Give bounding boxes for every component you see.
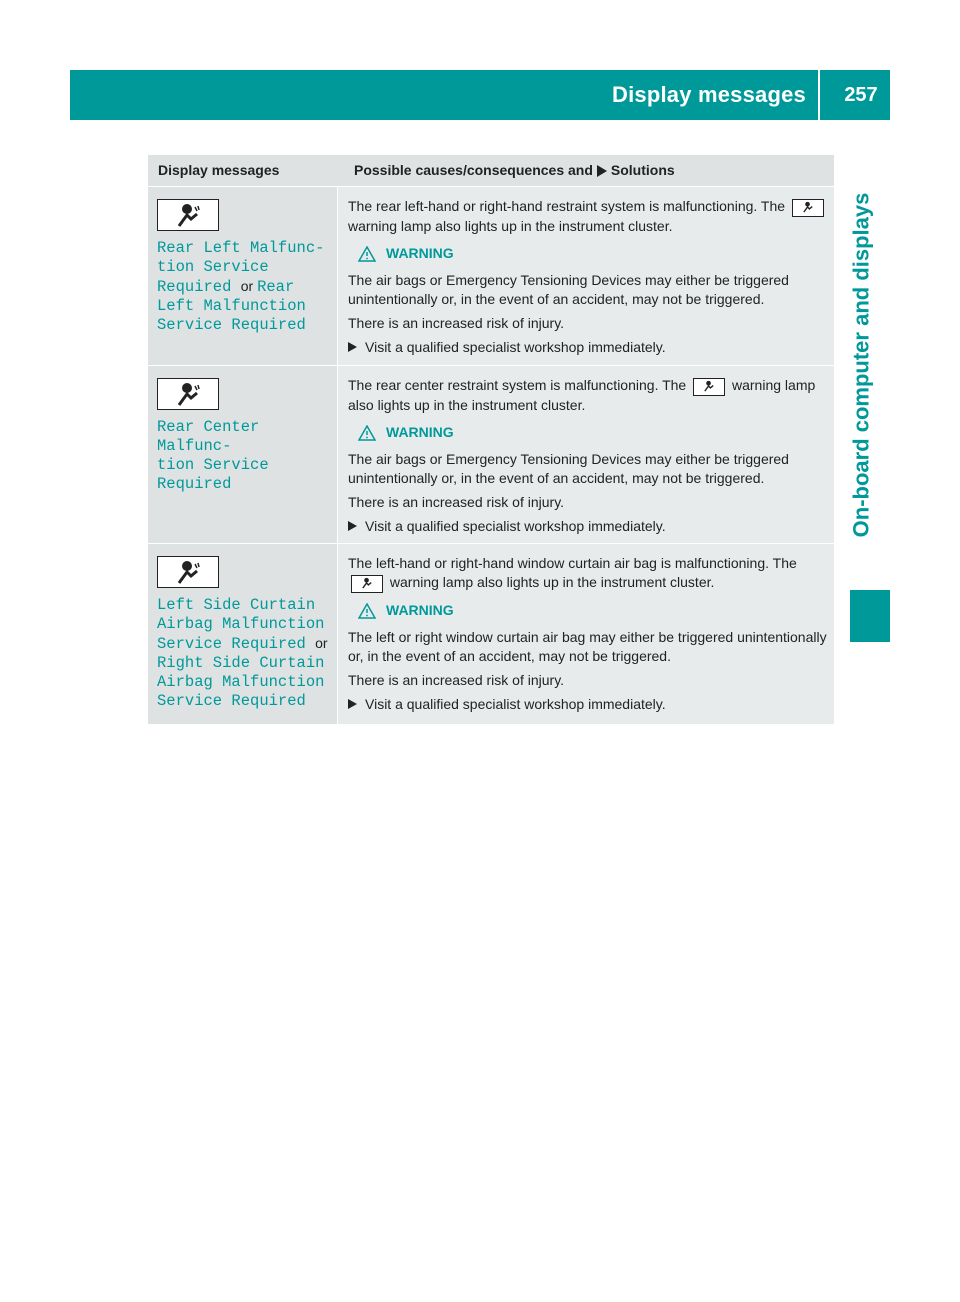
page-header <box>70 70 890 120</box>
table-row <box>148 186 834 365</box>
warning-triangle-icon <box>358 425 376 441</box>
arrow-icon <box>597 165 607 177</box>
description-text-cont: warning lamp also lights up in the instrument cluster. <box>389 574 715 590</box>
or-connector: or <box>240 278 258 294</box>
risk-text: There is an increased risk of injury. <box>348 672 565 688</box>
causes-cell <box>337 187 834 365</box>
message-text: Left Side Curtain Airbag Malfunction Service Required <box>157 596 325 653</box>
message-text-alt: Rear Left Malfunction Service Required <box>157 278 306 334</box>
table-row <box>148 543 834 724</box>
description-text-cont: warning lamp also lights up in the instrument cluster. <box>348 377 816 413</box>
arrow-icon <box>348 342 357 352</box>
airbag-occupant-icon <box>351 575 383 593</box>
risk-text: There is an increased risk of injury. <box>348 494 565 510</box>
table-header <box>148 155 834 186</box>
causes-cell <box>337 366 834 543</box>
chapter-marker <box>850 590 890 642</box>
warning-text: The left or right window curtain air bag may either be triggered unintentionally or, in the event of an accident, may not be triggered. <box>348 629 827 664</box>
arrow-icon <box>348 521 357 531</box>
warning-heading: WARNING <box>358 423 828 442</box>
page-title: Display messages <box>612 70 820 120</box>
description-text: The rear left-hand or right-hand restraint system is malfunctioning. The <box>348 198 786 214</box>
description-text: The left-hand or right-hand window curtain air bag is malfunctioning. The <box>348 555 797 571</box>
warning-text: The air bags or Emergency Tensioning Devices may either be triggered unintentionally or, in the event of an accident, may not be triggered. <box>348 272 789 307</box>
action-step: Visit a qualified specialist workshop immediately. <box>348 517 828 536</box>
warning-heading: WARNING <box>358 244 828 263</box>
causes-cell <box>337 544 834 724</box>
airbag-occupant-icon <box>693 378 725 396</box>
message-cell <box>148 366 337 543</box>
message-cell <box>148 187 337 365</box>
airbag-occupant-icon <box>157 199 219 231</box>
message-text: Rear Center Malfunc- tion Service Required <box>157 418 269 493</box>
airbag-occupant-icon <box>157 378 219 410</box>
airbag-occupant-icon <box>792 199 824 217</box>
warning-triangle-icon <box>358 603 376 619</box>
arrow-icon <box>348 699 357 709</box>
or-connector: or <box>315 635 328 651</box>
message-text-alt: Right Side Curtain Airbag Malfunction Service Required <box>157 654 325 710</box>
warning-text: The air bags or Emergency Tensioning Devices may either be triggered unintentionally or, in the event of an accident, may not be triggered. <box>348 451 789 486</box>
message-cell <box>148 544 337 724</box>
page-number: 257 <box>844 84 878 106</box>
table-row <box>148 365 834 543</box>
airbag-occupant-icon <box>157 556 219 588</box>
description-text: The rear center restraint system is malfunctioning. The <box>348 377 687 393</box>
description-text-cont: warning lamp also lights up in the instrument cluster. <box>348 218 673 234</box>
col-header-messages: Display messages <box>158 162 280 178</box>
message-text: Rear Left Malfunc- tion Service Required <box>157 239 325 296</box>
chapter-label: On-board computer and displays <box>848 192 873 538</box>
display-messages-table <box>148 155 834 724</box>
warning-triangle-icon <box>358 246 376 262</box>
action-step: Visit a qualified specialist workshop immediately. <box>348 338 828 357</box>
risk-text: There is an increased risk of injury. <box>348 315 565 331</box>
warning-heading: WARNING <box>358 601 828 620</box>
col-header-causes: Possible causes/consequences and Solutions <box>354 162 675 178</box>
chapter-tab <box>832 130 890 600</box>
action-step: Visit a qualified specialist workshop immediately. <box>348 695 828 714</box>
